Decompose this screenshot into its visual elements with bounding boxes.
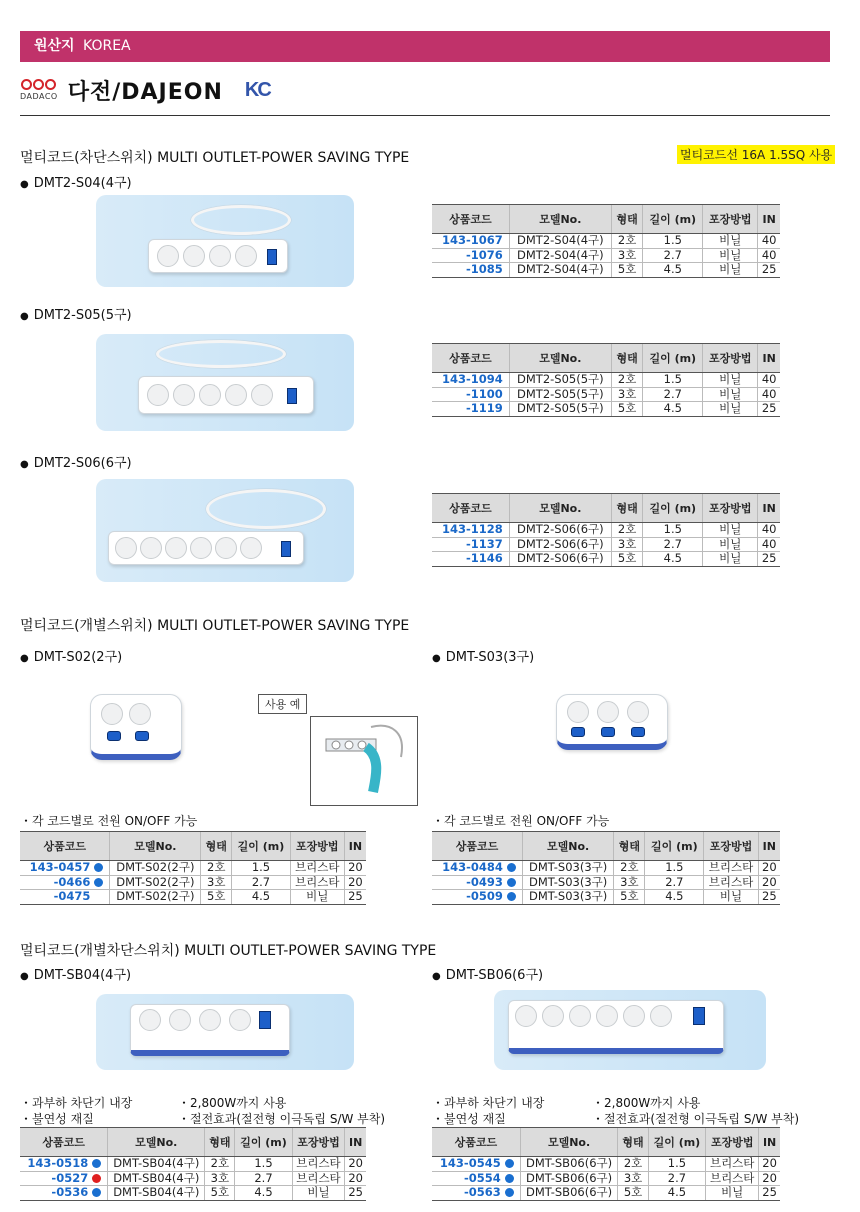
feature-sb06-3: ・불연성 재질 (432, 1112, 506, 1126)
feature-sb04-1: ・과부하 차단기 내장 (20, 1096, 133, 1110)
blue-dot-icon (94, 878, 103, 887)
spec-table-dmt-sb06: 상품코드 모델No. 형태 길이 (m) 포장방법 IN 143-0545 DMT-SB06(6구) 2호 1.5 브리스타 20 -0554 DMT-SB06(6구) 3호 2.7 브리스타 20 -0563 DMT-SB06(6구) 5호 4.5 비닐 25 (432, 1127, 780, 1201)
table-row: 143-0518 DMT-SB04(4구) 2호 1.5 브리스타 20 (20, 1157, 366, 1172)
spec-table-dmt2-s05: 상품코드 모델No. 형태 길이 (m) 포장방법 IN 143-1094 DMT2-S05(5구) 2호 1.5 비닐 40 -1100 DMT2-S05(5구) 3호 2.7 비닐 40 -1119 DMT2-S05(5구) 5호 4.5 비닐 25 (432, 343, 780, 417)
table-row: 143-1094 DMT2-S05(5구) 2호 1.5 비닐 40 (432, 373, 780, 388)
feature-dmt-s02: ・각 코드별로 전원 ON/OFF 가능 (20, 814, 198, 828)
product-title-dmt2-s05: ● DMT2-S05(5구) (20, 304, 132, 323)
blue-dot-icon (94, 863, 103, 872)
table-row: -1119 DMT2-S05(5구) 5호 4.5 비닐 25 (432, 402, 780, 417)
feature-sb04-4: ・절전효과(절전형 이극독립 S/W 부착) (178, 1112, 386, 1126)
blue-dot-icon (505, 1188, 514, 1197)
table-row: 143-0457 DMT-S02(2구) 2호 1.5 브리스타 20 (20, 861, 366, 876)
feature-sb04-2: ・2,800W까지 사용 (178, 1096, 287, 1110)
table-row: -1085 DMT2-S04(4구) 5호 4.5 비닐 25 (432, 263, 780, 278)
table-row: 143-0545 DMT-SB06(6구) 2호 1.5 브리스타 20 (432, 1157, 780, 1172)
spec-table-dmt-s03: 상품코드 모델No. 형태 길이 (m) 포장방법 IN 143-0484 DMT-S03(3구) 2호 1.5 브리스타 20 -0493 DMT-S03(3구) 3호 2.7 브리스타 20 -0509 DMT-S03(3구) 5호 4.5 비닐 25 (432, 831, 780, 905)
blue-dot-icon (92, 1188, 101, 1197)
table-row: -1137 DMT2-S06(6구) 3호 2.7 비닐 40 (432, 537, 780, 552)
feature-sb06-4: ・절전효과(절전형 이극독립 S/W 부착) (592, 1112, 800, 1126)
product-title-dmt-sb06: ● DMT-SB06(6구) (432, 964, 543, 983)
product-image-dmt-sb04 (96, 994, 354, 1070)
logo-text: DADACO (20, 92, 58, 101)
product-title-dmt2-s04: ● DMT2-S04(4구) (20, 172, 132, 191)
table-row: -0466 DMT-S02(2구) 3호 2.7 브리스타 20 (20, 875, 366, 890)
product-title-dmt-s03: ● DMT-S03(3구) (432, 646, 534, 665)
table-row: -1100 DMT2-S05(5구) 3호 2.7 비닐 40 (432, 387, 780, 402)
section-title-3: 멀티코드(개별차단스위치) MULTI OUTLET-POWER SAVING TYPE (20, 943, 437, 959)
product-image-dmt2-s04 (96, 195, 354, 287)
spec-table-dmt-sb04: 상품코드 모델No. 형태 길이 (m) 포장방법 IN 143-0518 DMT-SB04(4구) 2호 1.5 브리스타 20 -0527 DMT-SB04(4구) 3호 2.7 브리스타 20 -0536 DMT-SB04(4구) 5호 4.5 비닐 25 (20, 1127, 366, 1201)
table-row: -0554 DMT-SB06(6구) 3호 2.7 브리스타 20 (432, 1171, 780, 1186)
feature-dmt-s03: ・각 코드별로 전원 ON/OFF 가능 (432, 814, 610, 828)
brand-name: 다전/DAJEON (67, 79, 223, 105)
table-row: -0509 DMT-S03(3구) 5호 4.5 비닐 25 (432, 890, 780, 905)
table-row: -0493 DMT-S03(3구) 3호 2.7 브리스타 20 (432, 875, 780, 890)
usage-example-label: 사용 예 (258, 694, 307, 714)
blue-dot-icon (507, 892, 516, 901)
spec-table-dmt2-s06: 상품코드 모델No. 형태 길이 (m) 포장방법 IN 143-1128 DMT2-S06(6구) 2호 1.5 비닐 40 -1137 DMT2-S06(6구) 3호 2.7 비닐 40 -1146 DMT2-S06(6구) 5호 4.5 비닐 25 (432, 493, 780, 567)
product-image-dmt-s03 (556, 694, 668, 750)
section-title-2: 멀티코드(개별스위치) MULTI OUTLET-POWER SAVING TYPE (20, 618, 410, 634)
dadaco-logo (20, 79, 58, 101)
product-image-dmt2-s06 (96, 479, 354, 582)
product-image-dmt-s02 (90, 694, 182, 760)
feature-sb06-2: ・2,800W까지 사용 (592, 1096, 701, 1110)
table-row: -1076 DMT2-S04(4구) 3호 2.7 비닐 40 (432, 248, 780, 263)
table-row: -1146 DMT2-S06(6구) 5호 4.5 비닐 25 (432, 552, 780, 567)
feature-sb04-3: ・불연성 재질 (20, 1112, 94, 1126)
table-row: 143-1128 DMT2-S06(6구) 2호 1.5 비닐 40 (432, 523, 780, 538)
product-image-dmt2-s05 (96, 334, 354, 431)
table-row: -0475 DMT-S02(2구) 5호 4.5 비닐 25 (20, 890, 366, 905)
section-title-1: 멀티코드(차단스위치) MULTI OUTLET-POWER SAVING TYPE (20, 150, 410, 166)
spec-table-dmt-s02: 상품코드 모델No. 형태 길이 (m) 포장방법 IN 143-0457 DMT-S02(2구) 2호 1.5 브리스타 20 -0466 DMT-S02(2구) 3호 2.7 브리스타 20 -0475 DMT-S02(2구) 5호 4.5 비닐 25 (20, 831, 366, 905)
divider (20, 115, 830, 116)
cord-note: 멀티코드선 16A 1.5SQ 사용 (677, 145, 835, 164)
table-row: -0536 DMT-SB04(4구) 5호 4.5 비닐 25 (20, 1186, 366, 1201)
table-row: -0563 DMT-SB06(6구) 5호 4.5 비닐 25 (432, 1186, 780, 1201)
table-row: 143-0484 DMT-S03(3구) 2호 1.5 브리스타 20 (432, 861, 780, 876)
red-dot-icon (92, 1174, 101, 1183)
product-title-dmt2-s06: ● DMT2-S06(6구) (20, 452, 132, 471)
blue-dot-icon (507, 863, 516, 872)
table-row: 143-1067 DMT2-S04(4구) 2호 1.5 비닐 40 (432, 234, 780, 249)
blue-dot-icon (507, 878, 516, 887)
blue-dot-icon (505, 1174, 514, 1183)
feature-sb06-1: ・과부하 차단기 내장 (432, 1096, 545, 1110)
table-row: -0527 DMT-SB04(4구) 3호 2.7 브리스타 20 (20, 1171, 366, 1186)
spec-table-dmt2-s04: 상품코드 모델No. 형태 길이 (m) 포장방법 IN 143-1067 DMT2-S04(4구) 2호 1.5 비닐 40 -1076 DMT2-S04(4구) 3호 2.7 비닐 40 -1085 DMT2-S04(4구) 5호 4.5 비닐 25 (432, 204, 780, 278)
brand-header (20, 70, 270, 110)
origin-label: 원산지 (34, 38, 75, 54)
product-image-dmt-sb06 (494, 990, 766, 1070)
blue-dot-icon (505, 1159, 514, 1168)
origin-bar (20, 31, 830, 62)
product-title-dmt-sb04: ● DMT-SB04(4구) (20, 964, 131, 983)
origin-value: KOREA (83, 38, 131, 54)
usage-example-image (310, 716, 418, 806)
kc-cert-icon: KC (244, 78, 270, 101)
product-title-dmt-s02: ● DMT-S02(2구) (20, 646, 122, 665)
blue-dot-icon (92, 1159, 101, 1168)
